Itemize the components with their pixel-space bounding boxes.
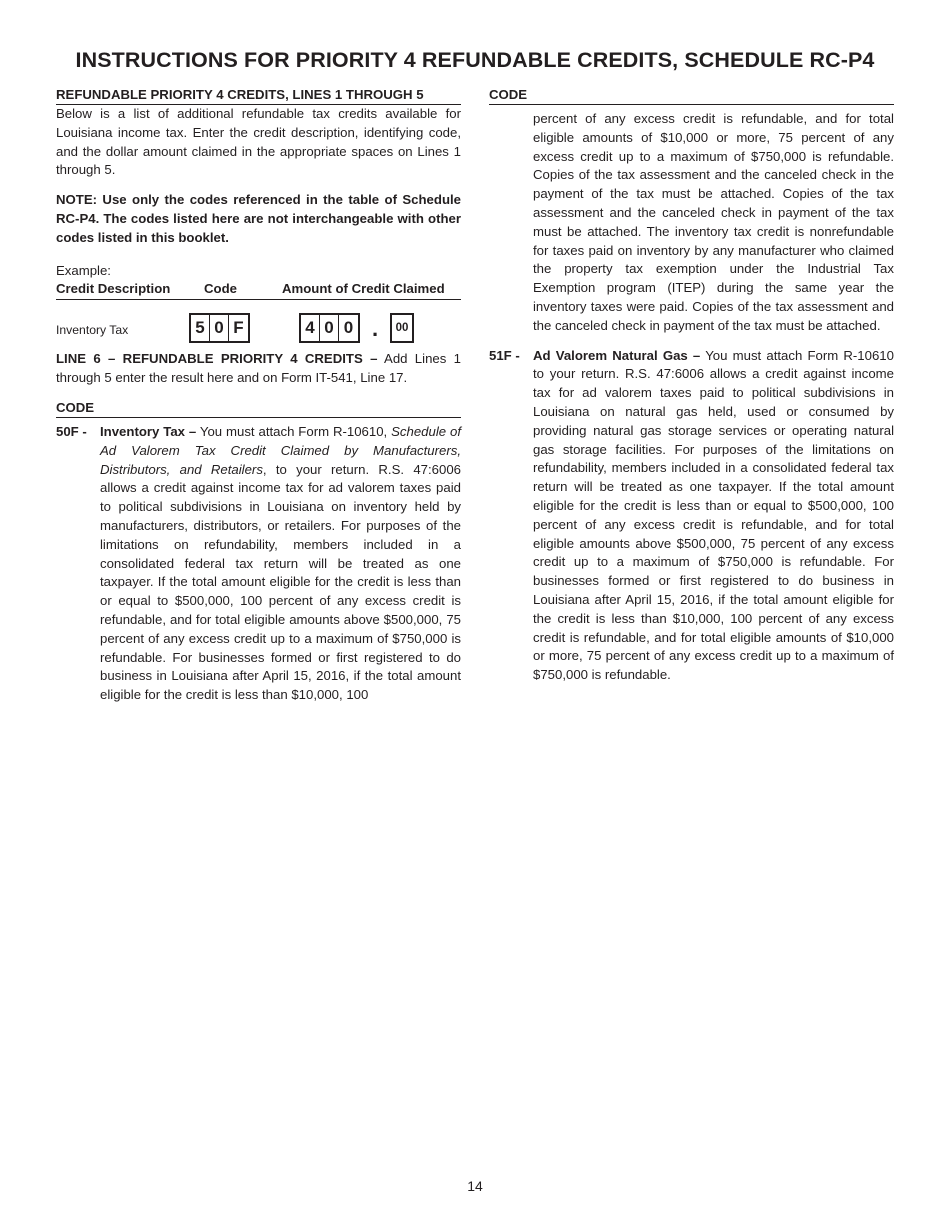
form-name: Schedule of Ad Valorem Tax Credit Claimed by Manufacturers, Distributors, and Retailers [100,423,461,477]
left-column [56,86,461,705]
header-credit-description: Credit Description [56,281,171,297]
example-table [56,280,461,350]
line6-text: Add Lines 1 through 5 enter the result here and on Form IT-541, Line 17. [56,351,461,386]
entry-title: Ad Valorem Natural Gas – [533,347,701,363]
entry-body [533,347,894,685]
section-heading-lines-1-5: REFUNDABLE PRIORITY 4 CREDITS, LINES 1 THROUGH 5 [56,86,461,105]
entry-title: Inventory Tax – [100,423,197,439]
note-paragraph: NOTE: Use only the codes referenced in the table of Schedule RC-P4. The codes listed here are not interchangeable with other codes listed in this booklet. [56,192,461,245]
example-row [56,300,461,350]
right-column [489,86,894,685]
code-char-box: 0 [210,315,229,341]
line6-heading: LINE 6 – REFUNDABLE PRIORITY 4 CREDITS – [56,351,378,367]
header-amount: Amount of Credit Claimed [282,281,445,297]
entry-text: , to your return. R.S. 47:6006 allows a credit against income tax for ad valorem taxes paid to political subdivisions in Louisiana on inventory held by manufacturers, distributors, or retailers. For purposes of the limitations on refundability, members included in a consolidated federal tax return will be treated as one taxpayer. If the total amount eligible for the credit is less than or equal to $500,000, 100 percent of any excess credit is refundable, and for total eligible amounts above $500,000, 75 percent of any excess credit up to a maximum of $750,000 is refundable. For businesses formed or first registered to do business in Louisiana after April 15, 2016, if the total amount eligible for the credit is less than $10,000, 100 [100,461,461,703]
amount-digit-box: 0 [343,317,354,337]
cents-box: 00 [390,313,414,343]
amount-digit-box: 0 [320,315,339,341]
entry-text: You must attach Form R-10610 to your return. R.S. 47:6006 allows a credit against income tax for ad valorem taxes paid to political subdivisions in Louisiana on natural gas held, used or consumed by providing natural gas storage services or operating natural gas storage facilities. For purposes of the limitations on refundability, members included in a consolidated federal tax return will be treated as one taxpayer. If the total amount eligible for the credit is less than or equal to $500,000, 100 percent of any excess credit is refundable, and for total eligible amounts above $500,000, 75 percent of any excess credit up to a maximum of $750,000 is refundable. For businesses formed or first registered to do business in Louisiana after April 15, 2016, if the total amount eligible for the credit is less than $10,000, 100 percent of any excess credit is refundable, and for total eligible amounts of $10,000 or more, 75 percent of any excess credit up to a maximum of $750,000 is refundable. [533,347,894,683]
code-heading-right: CODE [489,86,894,105]
code-char-box: 5 [191,315,210,341]
code-entry-50f [56,423,461,705]
example-label: Example: [56,262,111,278]
entry-code: 50F - [56,423,87,439]
code-char-box: F [233,317,244,337]
intro-paragraph: Below is a list of additional refundable tax credits available for Louisiana income tax. Enter the credit description, identifying code, and the dollar amount claimed in the appropriate spaces on Lines 1 through 5. [56,106,461,178]
example-description: Inventory Tax [56,323,129,338]
page-title: INSTRUCTIONS FOR PRIORITY 4 REFUNDABLE CREDITS, SCHEDULE RC-P4 [75,48,875,72]
code-heading-left: CODE [56,399,461,418]
decimal-point: . [372,316,379,342]
page-number: 14 [467,1178,483,1194]
entry-text: You must attach Form R-10610, [196,423,392,439]
amount-digit-box: 4 [301,315,320,341]
header-code: Code [204,281,237,297]
code-entry-51f [489,347,894,685]
example-header-row [56,280,461,300]
entry-body [100,423,461,705]
example-code-boxes [189,313,250,343]
entry-code: 51F - [489,347,520,363]
line6-paragraph [56,350,461,388]
example-amount-boxes [299,313,360,343]
entry-50f-continuation: percent of any excess credit is refundable, and for total eligible amounts of $10,000 or more, 75 percent of any excess credit up to a maximum of $750,000 is refundable. Copies of the tax assessment and the canceled check in the payment of the tax must be attached. Copies of the tax assessment and the canceled check in payment of the tax must be attached. The inventory tax credit is nonrefundable for taxes paid on inventory by any manufacturer who claimed the property tax exemption under the Industrial Tax Exemption program (ITEP) during the same year the inventory taxes were paid. Copies of the tax assessment and the canceled check in payment of the tax must be attached. [533,111,894,333]
